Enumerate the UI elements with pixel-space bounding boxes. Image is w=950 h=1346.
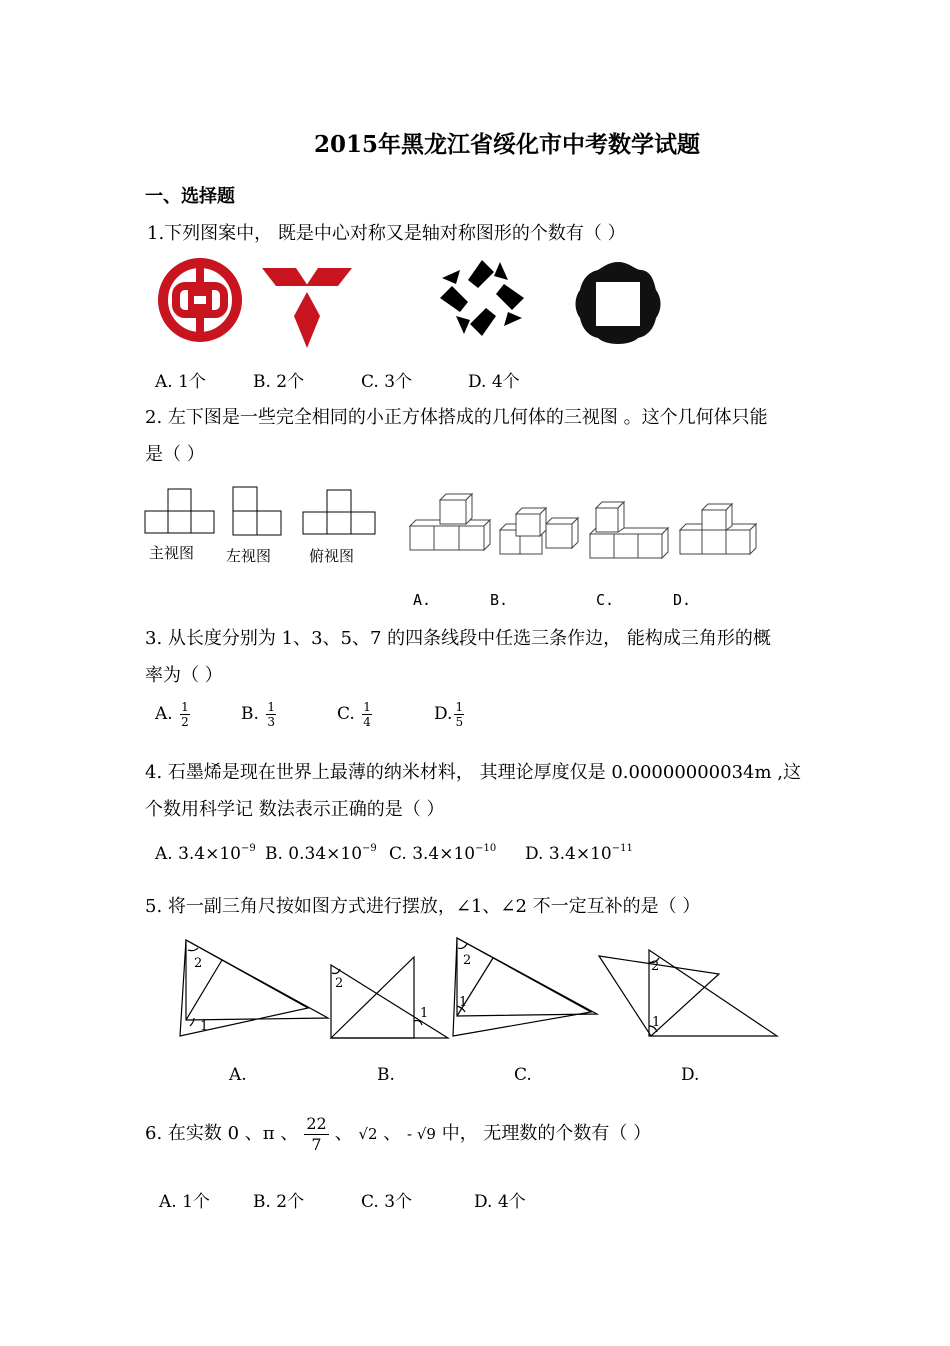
question-4-stem-line2: 个数用科学记 数法表示正确的是（ ）: [145, 799, 445, 820]
exponent: −9: [362, 843, 377, 854]
section-heading: 一、选择题: [145, 186, 235, 207]
q4-option-c[interactable]: [389, 843, 496, 864]
q6-option-c[interactable]: C. 3个: [361, 1192, 413, 1212]
neg-sqrt-9: - √9: [407, 1125, 436, 1143]
left-view-label: 左视图: [226, 547, 272, 565]
sqrt-2: √2: [358, 1125, 378, 1143]
angle-2-label: 2: [194, 956, 203, 971]
top-view-diagram: [302, 488, 376, 536]
q4-option-d-label: D. 3.4×10: [525, 844, 612, 864]
q4-option-d[interactable]: [525, 843, 633, 864]
fraction-numerator: 1: [181, 700, 189, 714]
q6-suffix: 中， 无理数的个数有（ ）: [441, 1123, 652, 1144]
q4-option-b[interactable]: [265, 843, 377, 864]
exponent: −10: [475, 843, 497, 854]
q5-option-c[interactable]: C.: [514, 1065, 532, 1085]
fraction-numerator: 1: [267, 700, 275, 714]
q3-option-b[interactable]: [241, 700, 278, 729]
fraction-denominator: 5: [455, 715, 464, 729]
question-4-stem-line1: 4. 石墨烯是现在世界上最薄的纳米材料， 其理论厚度仅是 0.00000000034m ,这: [145, 762, 801, 783]
question-5-stem: 5. 将一副三角尺按如图方式进行摆放，∠1、∠2 不一定互补的是（ ）: [145, 896, 701, 917]
separator: 、: [334, 1123, 353, 1144]
q2-option-c[interactable]: C.: [596, 591, 615, 609]
q3-option-b-letter: B.: [241, 704, 259, 724]
angle-1-label: 1: [420, 1006, 429, 1021]
angle-2-label: 2: [463, 953, 472, 968]
page-title: 2015年黑龙江省绥化市中考数学试题: [313, 131, 700, 158]
front-view-label: 主视图: [149, 544, 195, 562]
q3-option-a-letter: A.: [155, 704, 173, 724]
angle-1-label: 1: [459, 995, 468, 1010]
q6-option-b[interactable]: B. 2个: [253, 1192, 305, 1212]
cube-solid-b-diagram: [496, 506, 580, 558]
q3-option-c[interactable]: [337, 700, 374, 729]
question-3-stem-line2: 率为（ ）: [145, 665, 223, 686]
fraction-22-over-7: [304, 1114, 328, 1155]
triangle-ruler-d-diagram: [597, 946, 781, 1040]
question-2-stem-line1: 2. 左下图是一些完全相同的小正方体搭成的几何体的三视图 。这个几何体只能: [145, 407, 768, 428]
q3-option-d-letter: D.: [434, 704, 453, 724]
q3-option-c-letter: C.: [337, 704, 355, 724]
ancient-coin-icon: [572, 258, 664, 350]
triangle-ruler-b-diagram: [328, 955, 452, 1041]
triangle-ruler-a-diagram: [176, 938, 332, 1040]
q6-option-a[interactable]: A. 1个: [159, 1192, 210, 1212]
front-view-diagram: [144, 487, 216, 535]
top-view-label: 俯视图: [309, 547, 355, 565]
q5-option-b[interactable]: B.: [377, 1065, 395, 1085]
q1-option-c[interactable]: C. 3个: [361, 372, 413, 392]
angle-1-label: 1: [652, 1015, 661, 1030]
fraction-numerator: 1: [363, 700, 371, 714]
cube-solid-a-diagram: [406, 490, 490, 552]
q4-option-b-label: B. 0.34×10: [265, 844, 363, 864]
question-2-stem-line2: 是（ ）: [145, 444, 205, 465]
fraction-numerator: 22: [306, 1113, 327, 1133]
exponent: −9: [241, 843, 256, 854]
separator: 、: [383, 1123, 402, 1144]
q5-option-d[interactable]: D.: [681, 1065, 700, 1085]
question-3-stem-line1: 3. 从长度分别为 1、3、5、7 的四条线段中任选三条作边， 能构成三角形的概: [145, 628, 771, 649]
q2-option-a[interactable]: A.: [413, 591, 432, 609]
q1-option-b[interactable]: B. 2个: [253, 372, 305, 392]
q2-option-b[interactable]: B.: [490, 591, 509, 609]
fraction-numerator: 1: [455, 700, 464, 714]
q4-option-c-label: C. 3.4×10: [389, 844, 476, 864]
q2-option-d[interactable]: D.: [673, 591, 692, 609]
angle-2-label: 2: [651, 959, 660, 974]
q3-option-a[interactable]: [155, 700, 192, 729]
q3-option-b-fraction: [266, 700, 276, 729]
q3-option-a-fraction: [180, 700, 190, 729]
cube-solid-c-diagram: [586, 500, 670, 560]
four-arrow-star-icon: [438, 258, 526, 338]
fraction-denominator: 2: [181, 715, 189, 729]
bank-logo-icon: [156, 256, 244, 344]
q4-option-a[interactable]: [155, 843, 256, 864]
fraction-denominator: 7: [311, 1134, 322, 1154]
angle-1-label: 1: [200, 1019, 209, 1034]
fraction-denominator: 3: [267, 715, 275, 729]
exponent: −11: [611, 843, 633, 854]
q1-option-a[interactable]: A. 1个: [155, 372, 206, 392]
q6-prefix: 6. 在实数 0 、π 、: [145, 1123, 299, 1144]
q6-option-d[interactable]: D. 4个: [474, 1192, 526, 1212]
cube-solid-d-diagram: [676, 502, 760, 558]
q3-option-d[interactable]: [434, 700, 466, 729]
triangle-ruler-c-diagram: [451, 936, 601, 1040]
q3-option-d-fraction: [454, 700, 464, 729]
question-6-stem: [145, 1110, 651, 1158]
question-1-stem: 1.下列图案中， 既是中心对称又是轴对称图形的个数有（ ）: [147, 223, 626, 244]
fraction-denominator: 4: [363, 715, 371, 729]
q5-option-a[interactable]: A.: [229, 1065, 247, 1085]
q4-option-a-label: A. 3.4×10: [155, 844, 241, 864]
three-diamonds-logo-icon: [260, 266, 354, 350]
q1-option-d[interactable]: D. 4个: [468, 372, 520, 392]
left-view-diagram: [231, 485, 283, 537]
angle-2-label: 2: [335, 976, 344, 991]
q3-option-c-fraction: [362, 700, 372, 729]
